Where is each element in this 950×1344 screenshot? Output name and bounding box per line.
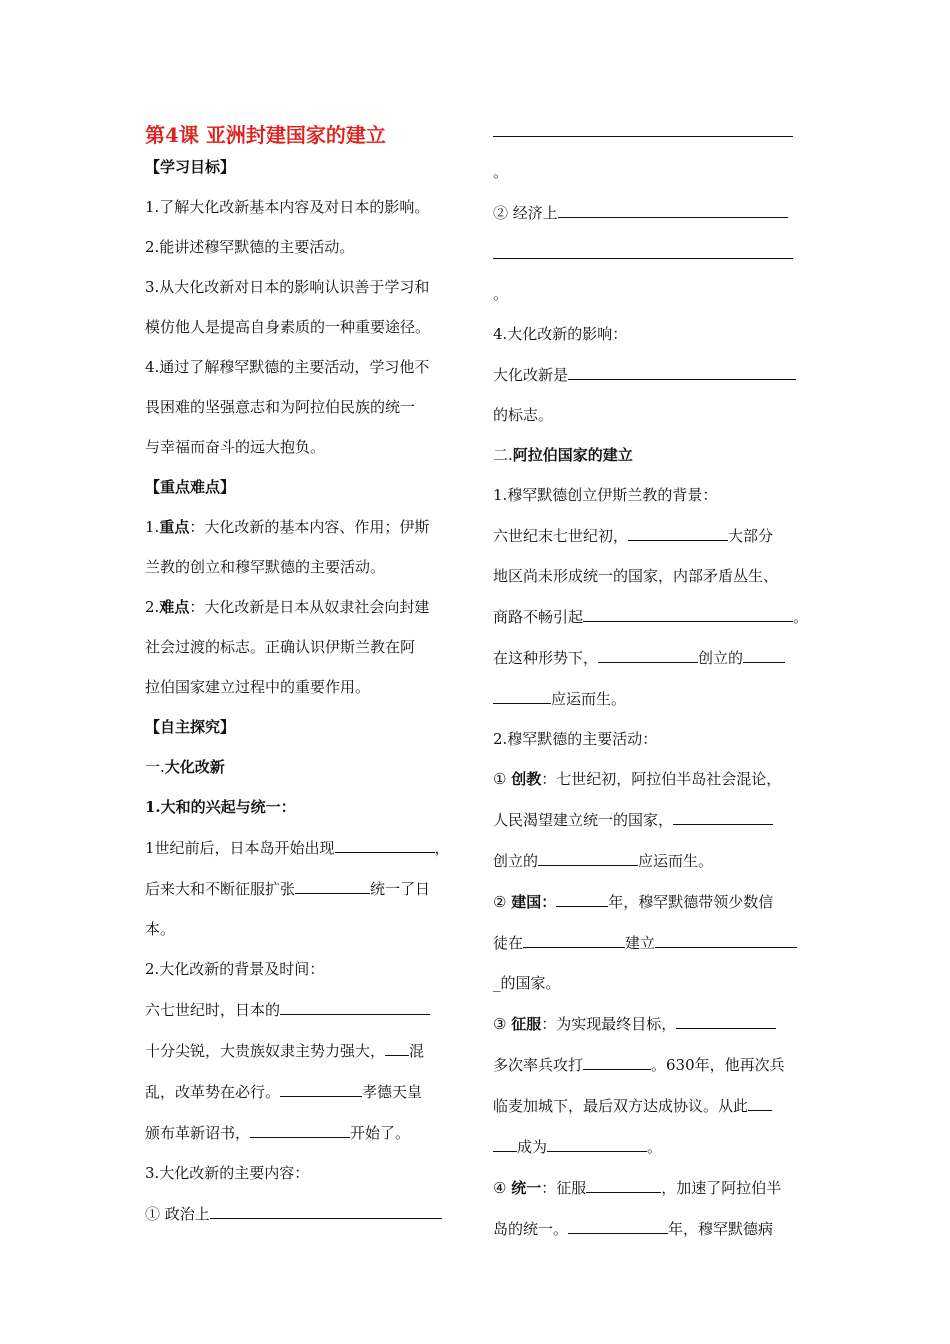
fill-in-blank[interactable]: [558, 201, 788, 218]
text-span: ② 经济上: [493, 204, 558, 222]
text-span: 3.大化改新的主要内容：: [145, 1164, 310, 1182]
text-line: [145, 1121, 465, 1144]
text-span: 一.: [145, 758, 165, 776]
text-line: [493, 444, 828, 466]
text-span: 兰教的创立和穆罕默德的主要活动。: [145, 558, 386, 576]
text-span: 2.穆罕默德的主要活动：: [493, 730, 658, 748]
fill-in-blank[interactable]: [493, 242, 793, 259]
text-line: [145, 156, 465, 178]
fill-in-blank[interactable]: [676, 1012, 776, 1029]
fill-in-blank[interactable]: [493, 120, 793, 137]
text-span: 岛的统一。: [493, 1220, 569, 1238]
right-column-body: [493, 120, 828, 1240]
right-column: [493, 120, 828, 1258]
bold-text: 大化改新: [164, 758, 225, 776]
text-line: [145, 676, 465, 698]
text-span: ：大化改新的基本内容、作用；伊斯: [189, 518, 430, 536]
text-span: ③: [493, 1015, 512, 1033]
text-span: 1.: [145, 518, 160, 536]
left-column-body: [145, 156, 465, 1225]
text-line: [145, 716, 465, 738]
text-line: [493, 323, 828, 345]
text-line: [493, 161, 828, 183]
bold-text: 【重点难点】: [145, 478, 236, 496]
text-line: [145, 596, 465, 618]
text-line: [145, 636, 465, 658]
bold-text: 重点: [159, 518, 190, 536]
text-span: 临麦加城下，最后双方达成协议。从此: [493, 1097, 749, 1115]
text-line: [493, 404, 828, 426]
text-line: [145, 396, 465, 418]
text-line: [493, 1217, 828, 1240]
fill-in-blank[interactable]: [556, 890, 608, 907]
text-span: 1世纪前后，日本岛开始出现: [145, 839, 335, 857]
text-span: 。: [493, 285, 509, 303]
text-span: 畏困难的坚强意志和为阿拉伯民族的统一: [145, 398, 416, 416]
bold-text: 【自主探究】: [145, 718, 236, 736]
fill-in-blank[interactable]: [583, 605, 793, 622]
text-span: 乱，改革势在必行。: [145, 1083, 281, 1101]
text-line: [493, 283, 828, 305]
fill-in-blank[interactable]: [280, 998, 430, 1015]
text-span: 。: [647, 1138, 663, 1156]
text-span: 本。: [145, 920, 176, 938]
text-span: 与幸福而奋斗的远大抱负。: [145, 438, 326, 456]
text-span: 成为: [517, 1138, 548, 1156]
text-span: 的标志。: [493, 406, 554, 424]
text-span: 4.大化改新的影响：: [493, 325, 628, 343]
lesson-title: 第4课 亚洲封建国家的建立: [145, 123, 386, 147]
fill-in-blank[interactable]: [547, 1135, 647, 1152]
text-span: 后来大和不断征服扩张: [145, 880, 296, 898]
text-span: ④: [493, 1179, 512, 1197]
text-line: [145, 236, 465, 258]
fill-in-blank[interactable]: [280, 1080, 362, 1097]
bold-text: 难点: [159, 598, 190, 616]
text-line: [493, 728, 828, 750]
text-span: 1.穆罕默德创立伊斯兰教的背景：: [493, 486, 718, 504]
text-span: 人民渴望建立统一的国家，: [493, 811, 674, 829]
text-span: 在这种形势下，: [493, 649, 599, 667]
text-span: 年，穆罕默德病: [668, 1220, 774, 1238]
text-line: [493, 768, 828, 790]
text-span: 创立的: [698, 649, 744, 667]
text-span: ②: [493, 893, 512, 911]
fill-in-blank[interactable]: [743, 646, 785, 663]
text-span: 大化改新是: [493, 366, 569, 384]
fill-in-blank[interactable]: [748, 1094, 772, 1111]
text-span: ：为实现最终目标，: [541, 1015, 677, 1033]
text-line: [145, 998, 465, 1021]
text-line: [145, 1162, 465, 1184]
text-span: 建立: [625, 934, 656, 952]
left-column: [145, 120, 465, 1243]
text-span: ，加速了阿拉伯半: [661, 1179, 782, 1197]
text-span: 社会过渡的标志。正确认识伊斯兰教在阿: [145, 638, 416, 656]
text-line: [145, 836, 465, 859]
text-span: 六世纪末七世纪初，: [493, 527, 629, 545]
text-span: 。630年，他再次兵: [651, 1056, 785, 1074]
text-line: [493, 1135, 828, 1158]
bold-text: 建国：: [511, 893, 557, 911]
text-line: [145, 356, 465, 378]
text-line: [493, 646, 828, 669]
text-span: 模仿他人是提高自身素质的一种重要途径。: [145, 318, 431, 336]
text-line: [493, 808, 828, 831]
text-line: [145, 516, 465, 538]
text-line: [145, 1039, 465, 1062]
fill-in-blank[interactable]: [538, 849, 638, 866]
text-line: [493, 849, 828, 872]
text-line: [145, 1080, 465, 1103]
text-line: [493, 972, 828, 994]
text-span: 孝德天皇: [362, 1083, 423, 1101]
text-span: 六七世纪时，日本的: [145, 1001, 281, 1019]
text-span: 混: [409, 1042, 425, 1060]
text-line: [493, 1094, 828, 1117]
text-span: ① 政治上: [145, 1205, 210, 1223]
text-span: 拉伯国家建立过程中的重要作用。: [145, 678, 371, 696]
fill-in-blank[interactable]: [523, 931, 625, 948]
text-line: [145, 756, 465, 778]
bold-text: 阿拉伯国家的建立: [512, 446, 633, 464]
text-span: 4.通过了解穆罕默德的主要活动，学习他不: [145, 358, 430, 376]
text-span: 统一了日: [370, 880, 431, 898]
text-span: 应运而生。: [551, 690, 627, 708]
text-line: [493, 242, 828, 265]
text-line: [145, 556, 465, 578]
bold-text: 统一: [511, 1179, 542, 1197]
text-line: [493, 890, 828, 913]
text-span: 开始了。: [350, 1124, 411, 1142]
fill-in-blank[interactable]: [583, 1053, 651, 1070]
text-span: 商路不畅引起: [493, 608, 584, 626]
bold-text: 征服: [511, 1015, 542, 1033]
fill-in-blank[interactable]: [493, 1135, 517, 1152]
fill-in-blank[interactable]: [335, 836, 435, 853]
fill-in-blank[interactable]: [568, 1217, 668, 1234]
text-line: [493, 120, 828, 143]
fill-in-blank[interactable]: [493, 687, 551, 704]
fill-in-blank[interactable]: [568, 363, 796, 380]
fill-in-blank[interactable]: [385, 1039, 409, 1056]
text-line: [493, 1176, 828, 1199]
text-span: 应运而生。: [638, 852, 714, 870]
text-span: 徒在: [493, 934, 524, 952]
text-span: ①: [493, 770, 512, 788]
fill-in-blank[interactable]: [295, 877, 370, 894]
text-span: 2.大化改新的背景及时间：: [145, 960, 325, 978]
text-span: 地区尚未形成统一的国家，内部矛盾丛生、: [493, 567, 779, 585]
text-line: [493, 1012, 828, 1035]
text-span: 十分尖锐，大贵族奴隶主势力强大，: [145, 1042, 386, 1060]
text-span: _的国家。: [493, 974, 561, 992]
text-line: [145, 196, 465, 218]
fill-in-blank[interactable]: [586, 1176, 661, 1193]
text-span: ：大化改新是日本从奴隶社会向封建: [189, 598, 430, 616]
text-span: 大部分: [728, 527, 774, 545]
text-span: 颁布革新诏书，: [145, 1124, 251, 1142]
text-span: 创立的: [493, 852, 539, 870]
text-line: [493, 605, 828, 628]
text-span: 多次率兵攻打: [493, 1056, 584, 1074]
text-line: [145, 918, 465, 940]
text-line: [145, 796, 465, 818]
text-span: 2.: [145, 598, 160, 616]
text-span: 1.了解大化改新基本内容及对日本的影响。: [145, 198, 430, 216]
bold-text: 【学习目标】: [145, 158, 236, 176]
bold-text: 创教: [511, 770, 542, 788]
fill-in-blank[interactable]: [210, 1202, 442, 1219]
text-line: [493, 524, 828, 547]
text-span: 二.: [493, 446, 513, 464]
text-span: ：七世纪初，阿拉伯半岛社会混论，: [541, 770, 782, 788]
text-line: [145, 276, 465, 298]
text-span: 年，穆罕默德带领少数信: [608, 893, 774, 911]
text-line: [493, 931, 828, 954]
text-line: [145, 1202, 465, 1225]
fill-in-blank[interactable]: [250, 1121, 350, 1138]
fill-in-blank[interactable]: [598, 646, 698, 663]
text-line: [145, 436, 465, 458]
text-span: ：征服: [541, 1179, 587, 1197]
text-line: [493, 484, 828, 506]
text-span: 3.从大化改新对日本的影响认识善于学习和: [145, 278, 430, 296]
text-line: [493, 687, 828, 710]
text-line: [145, 476, 465, 498]
fill-in-blank[interactable]: [655, 931, 797, 948]
fill-in-blank[interactable]: [628, 524, 728, 541]
text-line: [145, 316, 465, 338]
text-span: 。: [793, 608, 809, 626]
text-line: [145, 877, 465, 900]
text-line: [145, 958, 465, 980]
text-span: 2.能讲述穆罕默德的主要活动。: [145, 238, 355, 256]
bold-text: 1.大和的兴起与统一：: [145, 798, 296, 816]
fill-in-blank[interactable]: [673, 808, 773, 825]
text-line: [493, 363, 828, 386]
text-span: ，: [434, 839, 450, 857]
text-span: 。: [493, 163, 509, 181]
text-line: [493, 1053, 828, 1076]
text-line: [493, 565, 828, 587]
text-line: [493, 201, 828, 224]
